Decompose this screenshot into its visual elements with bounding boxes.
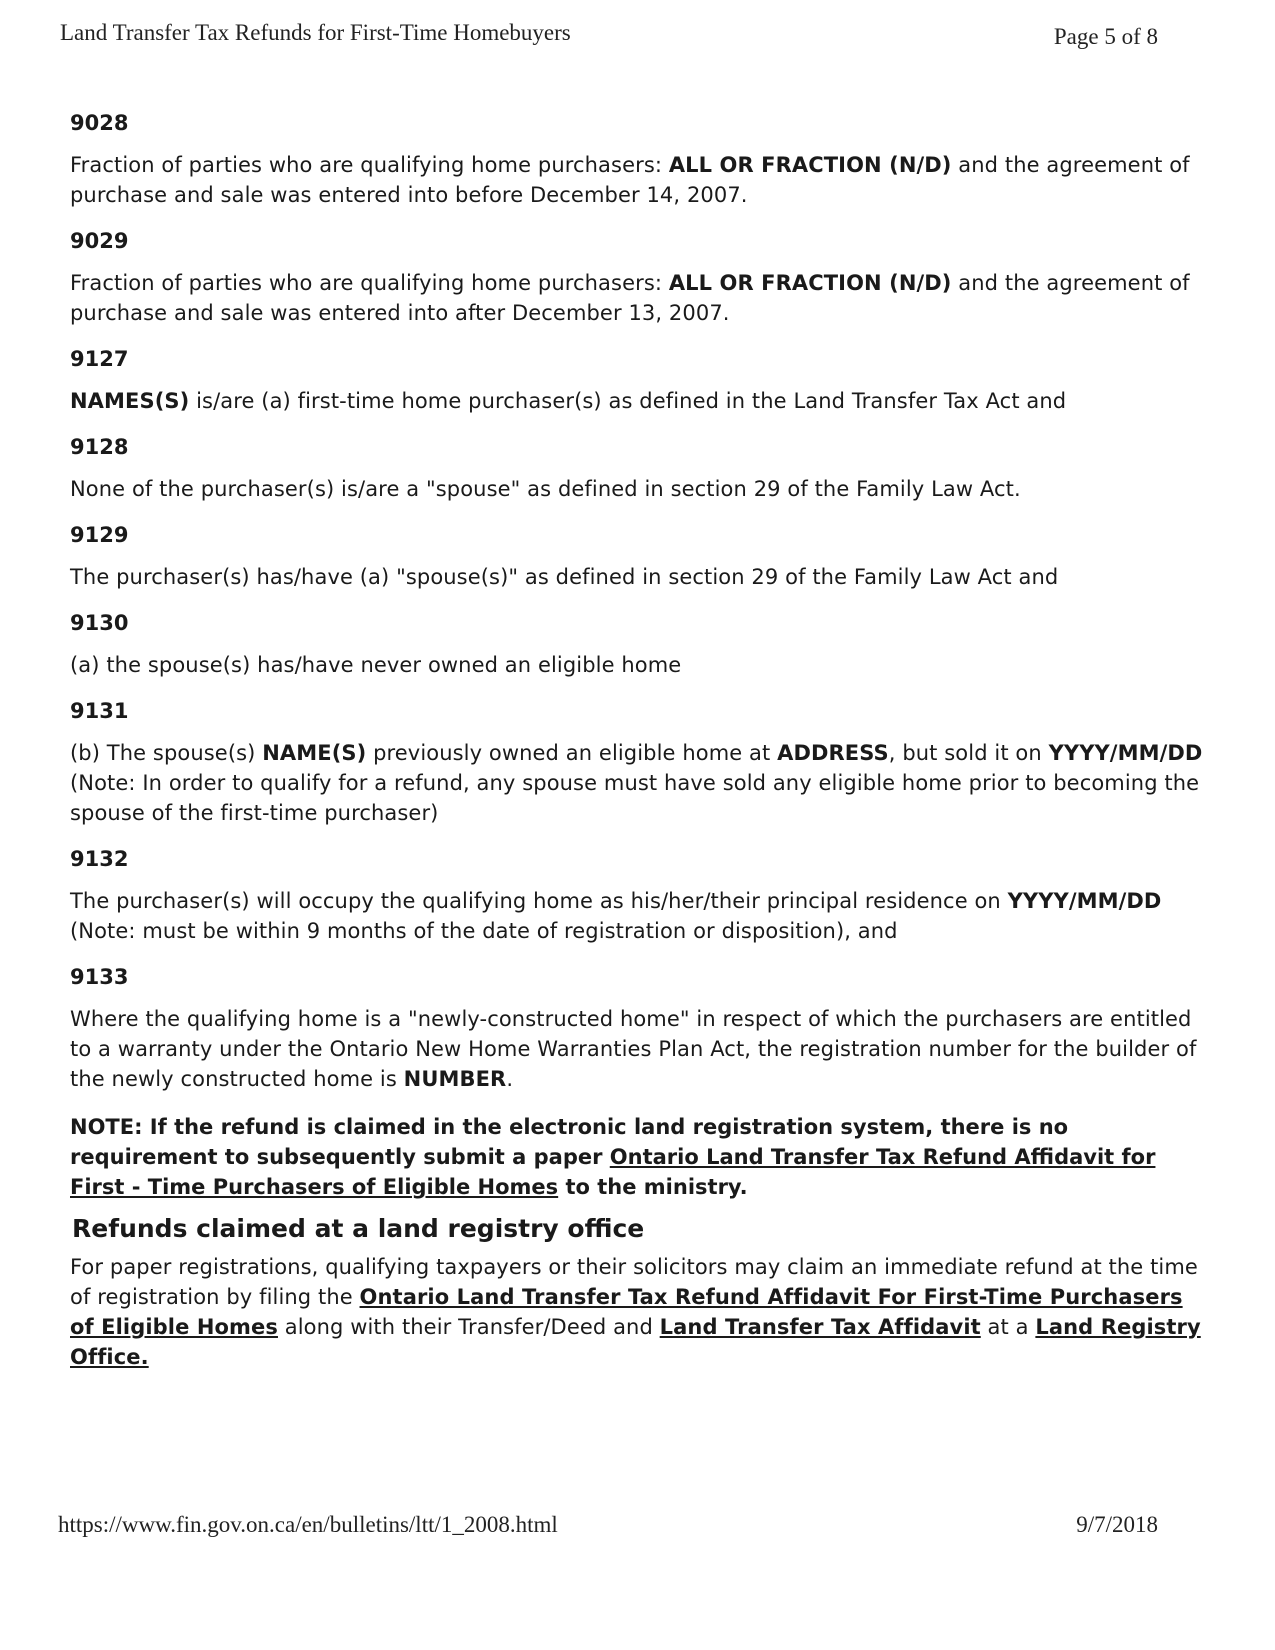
entry-code: 9129 [70, 523, 129, 547]
page-footer-url: https://www.fin.gov.on.ca/en/bulletins/ltt/1_2008.html [58, 1512, 558, 1537]
entry-code: 9028 [70, 111, 129, 135]
page-number: Page 5 of 8 [1053, 24, 1158, 49]
entry-code: 9128 [70, 435, 129, 459]
note-paragraph: NOTE: If the refund is claimed in the electronic land registration system, there is no requirement to subsequently submit a paper Ontario Land Transfer Tax Refund Affidavit for First - Time Purchasers of Eligible Homes to the ministry. [70, 1115, 1156, 1199]
entry-text: (a) the spouse(s) has/have never owned an eligible home [70, 653, 682, 677]
entry-code: 9130 [70, 611, 129, 635]
ltt-affidavit-link[interactable]: Land Transfer Tax Affidavit [659, 1315, 981, 1339]
section-paragraph: For paper registrations, qualifying taxpayers or their solicitors may claim an immediate refund at the time of registration by filing the Ontario Land Transfer Tax Refund Affidavit For First-Time Purchasers of Eligible Homes along with their Transfer/Deed and Land Transfer Tax Affidavit at a Land Registry Office. [70, 1255, 1201, 1369]
entry-text: Where the qualifying home is a "newly-constructed home" in respect of which the purchasers are entitled to a warranty under the Ontario New Home Warranties Plan Act, the registration number for the builder of the newly constructed home is NUMBER. [70, 1007, 1197, 1091]
entry-text: NAMES(S) is/are (a) first-time home purchaser(s) as defined in the Land Transfer Tax Act and [70, 389, 1067, 413]
document-body [70, 110, 1210, 1372]
section-heading: Refunds claimed at a land registry office [72, 1214, 645, 1243]
land-registry-office-link[interactable]: Land Registry Office. [70, 1315, 1201, 1369]
entry-text: The purchaser(s) has/have (a) "spouse(s)" as defined in section 29 of the Family Law Act and [70, 565, 1059, 589]
entry-text: Fraction of parties who are qualifying home purchasers: ALL OR FRACTION (N/D) and the agreement of purchase and sale was entered into before December 14, 2007. [70, 153, 1190, 207]
page-footer-date: 9/7/2018 [1076, 1512, 1158, 1537]
entry-text: The purchaser(s) will occupy the qualifying home as his/her/their principal residence on YYYY/MM/DD (Note: must be within 9 months of the date of registration or disposition), and [70, 889, 1162, 943]
entry-text: (b) The spouse(s) NAME(S) previously owned an eligible home at ADDRESS, but sold it on YYYY/MM/DD (Note: In order to qualify for a refund, any spouse must have sold any eligible home prior to becoming the spouse of the first-time purchaser) [70, 741, 1203, 825]
entry-text: None of the purchaser(s) is/are a "spouse" as defined in section 29 of the Family Law Act. [70, 477, 1021, 501]
page-header-title: Land Transfer Tax Refunds for First-Time Homebuyers [60, 20, 571, 45]
entry-code: 9029 [70, 229, 129, 253]
entry-code: 9127 [70, 347, 129, 371]
entry-code: 9132 [70, 847, 129, 871]
entry-code: 9133 [70, 965, 129, 989]
entry-code: 9131 [70, 699, 129, 723]
refund-affidavit-link[interactable]: Ontario Land Transfer Tax Refund Affidavit For First-Time Purchasers of Eligible Homes [70, 1285, 1183, 1339]
entry-text: Fraction of parties who are qualifying home purchasers: ALL OR FRACTION (N/D) and the agreement of purchase and sale was entered into after December 13, 2007. [70, 271, 1190, 325]
refund-affidavit-link[interactable]: Ontario Land Transfer Tax Refund Affidavit for First - Time Purchasers of Eligible Homes [70, 1145, 1156, 1199]
